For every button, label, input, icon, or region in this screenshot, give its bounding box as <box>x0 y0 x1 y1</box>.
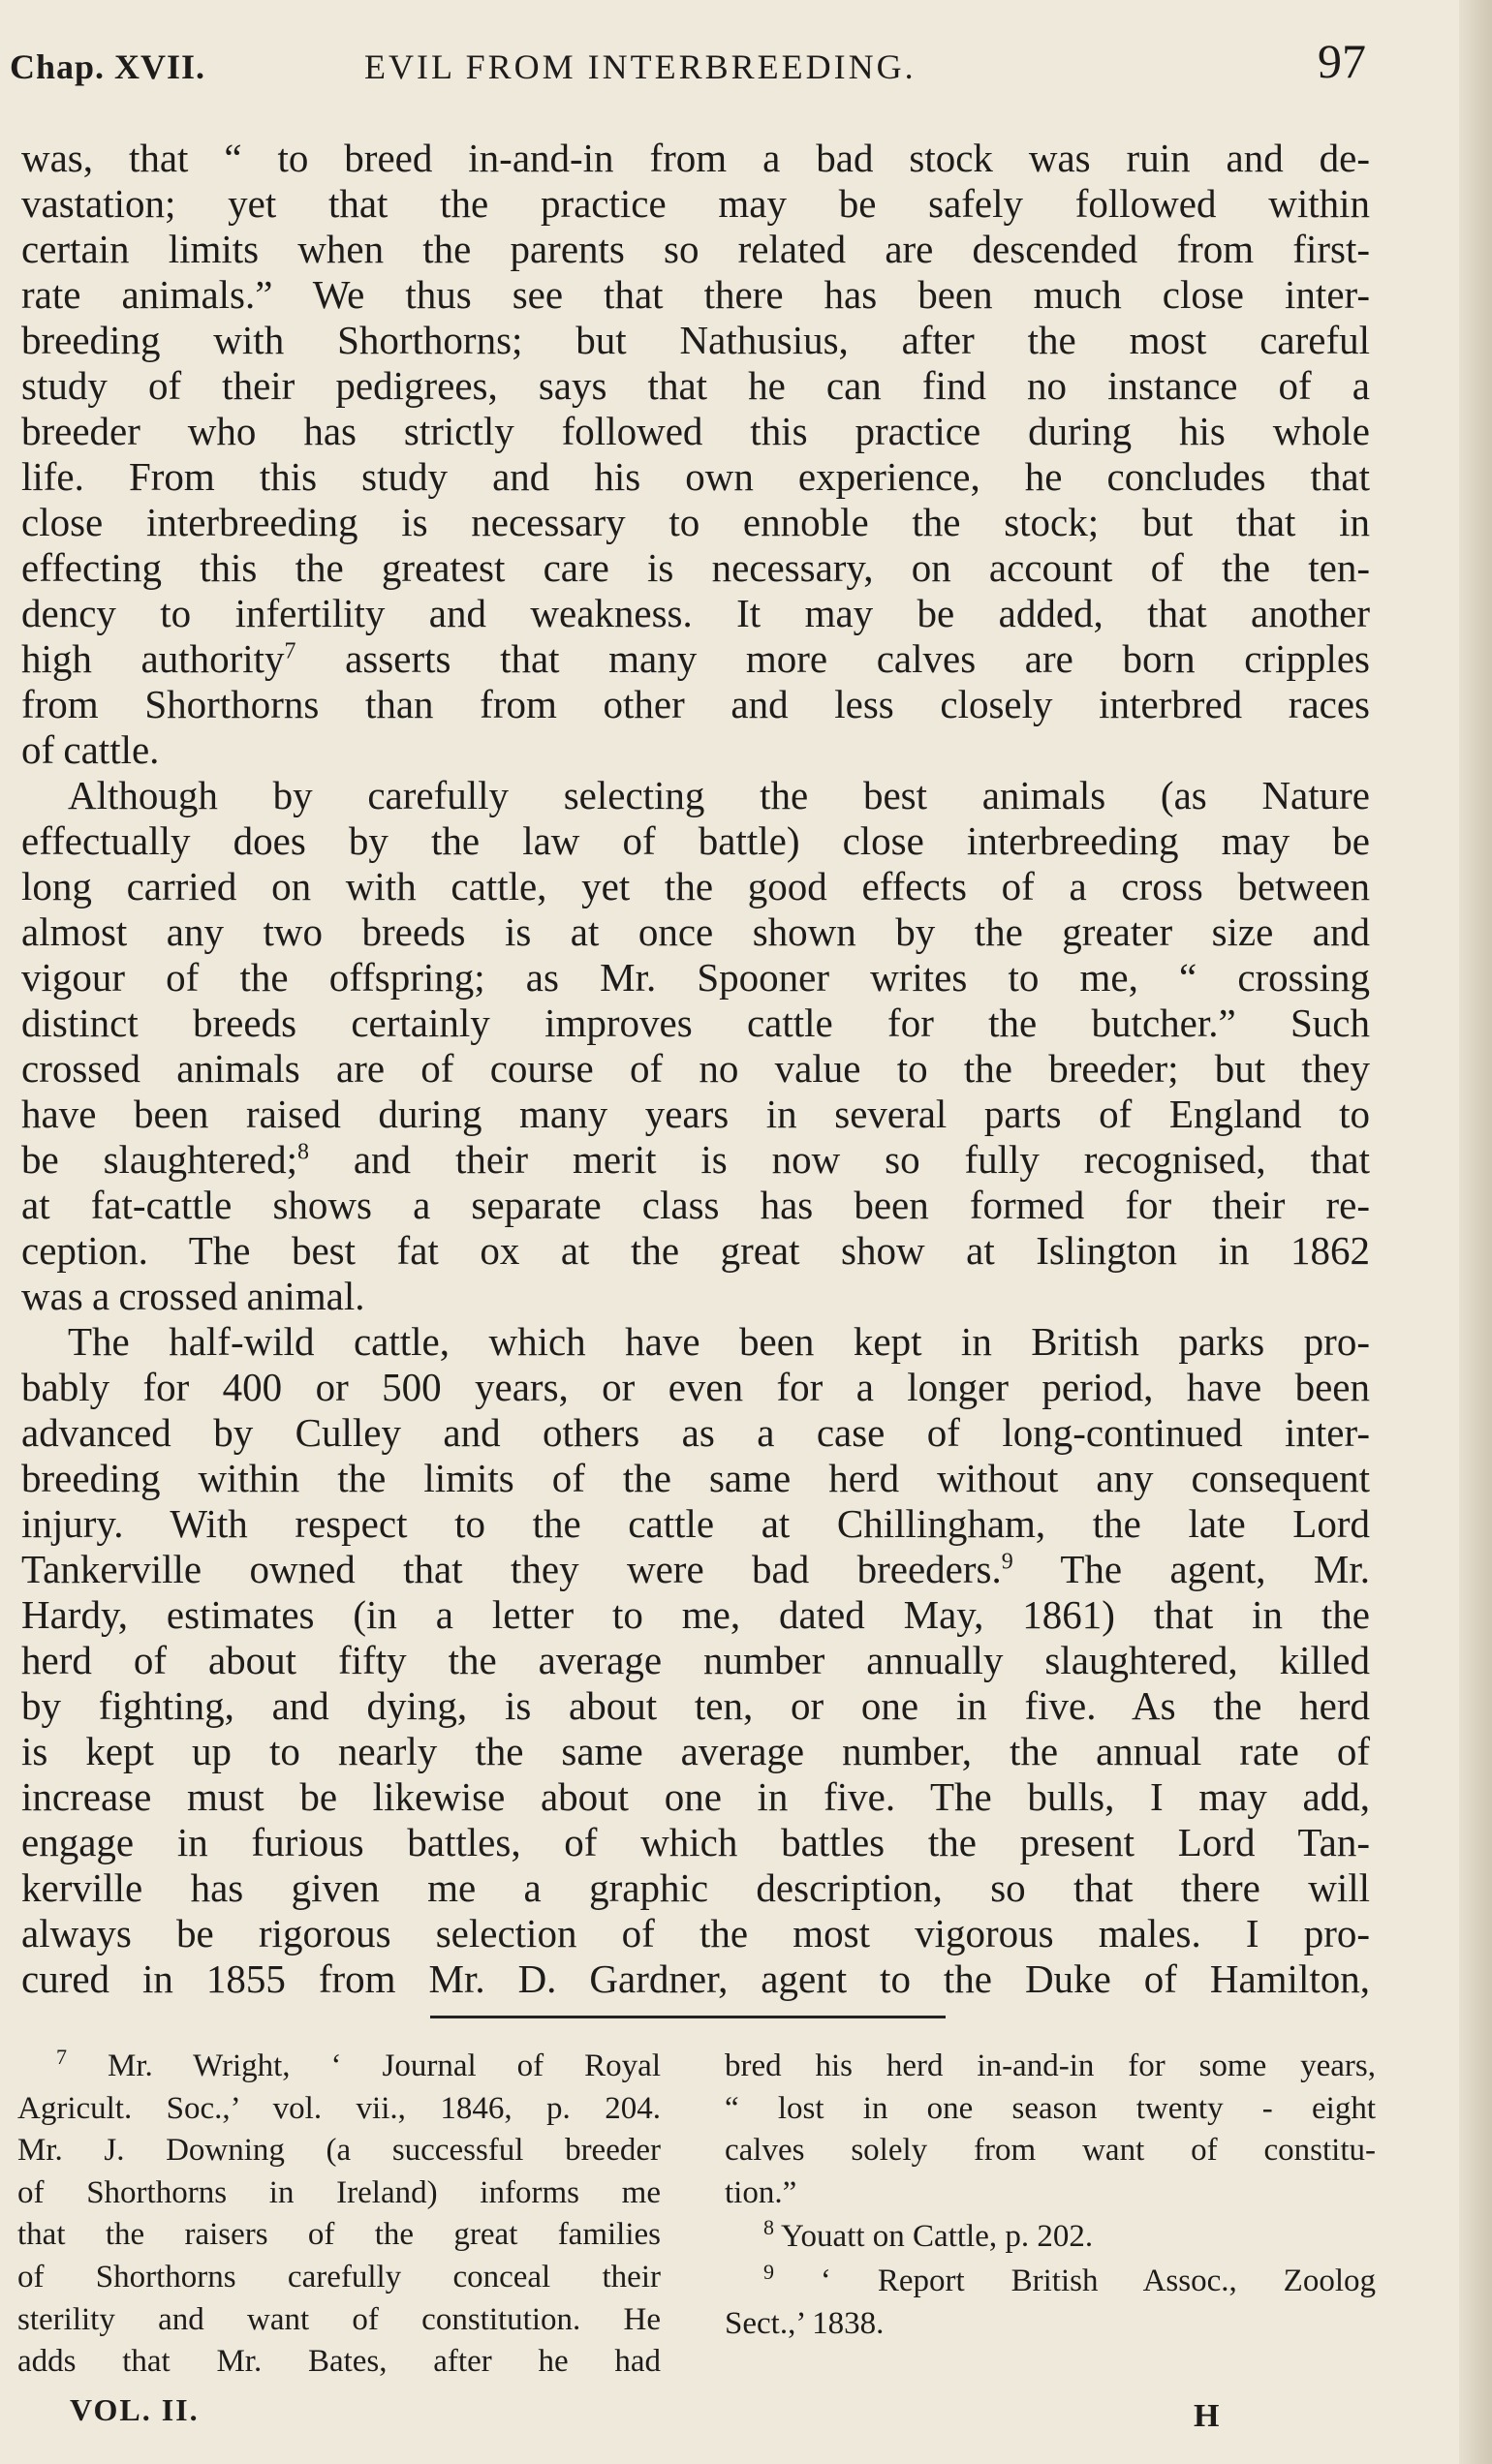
text-line: advanced by Culley and others as a case of long-continued inter- <box>21 1410 1370 1455</box>
text-line: cured in 1855 from Mr. D. Gardner, agent to the Duke of Hamilton, <box>21 1956 1370 2001</box>
footnote-7-line: calves solely from want of constitu- <box>725 2133 1376 2169</box>
text-line: Although by carefully selecting the best animals (as Nature <box>68 773 1370 817</box>
page-edge-shadow <box>1459 0 1492 2464</box>
footnote-7-line: sterility and want of constitution. He <box>17 2301 661 2337</box>
volume-label: VOL. II. <box>70 2392 200 2427</box>
text-line: distinct breeds certainly improves cattle for the butcher.” Such <box>21 1001 1370 1045</box>
text-segment: ‘ Report British Assoc., Zoolog <box>774 2263 1376 2298</box>
footnote-ref-8[interactable]: 8 <box>296 1139 309 1165</box>
text-line: certain limits when the parents so related are descended from first- <box>21 227 1370 271</box>
page-number: 97 <box>1318 34 1366 88</box>
text-line: herd of about fifty the average number annually slaughtered, killed <box>21 1638 1370 1682</box>
text-line: life. From this study and his own experience, he concludes that <box>21 454 1370 499</box>
footnote-7-line: bred his herd in-and-in for some years, <box>725 2048 1376 2083</box>
footnote-marker-9: 9 <box>763 2259 774 2284</box>
text-line: from Shorthorns than from other and less closely interbred races <box>21 682 1370 726</box>
footnote-7-line: that the raisers of the great families <box>17 2217 661 2253</box>
text-line: at fat-cattle shows a separate class has been formed for their re- <box>21 1183 1370 1227</box>
text-line: kerville has given me a graphic description, so that there will <box>21 1865 1370 1910</box>
text-line: bably for 400 or 500 years, or even for a longer period, have been <box>21 1365 1370 1409</box>
text-line: have been raised during many years in several parts of England to <box>21 1092 1370 1136</box>
footnote-9-line: Sect.,’ 1838. <box>725 2305 885 2341</box>
running-title: EVIL FROM INTERBREEDING. <box>364 47 917 86</box>
footnote-7-line: adds that Mr. Bates, after he had <box>17 2344 661 2380</box>
text-line: engage in furious battles, of which battles the present Lord Tan- <box>21 1820 1370 1864</box>
signature-mark: H <box>1194 2398 1220 2434</box>
footnote-7-line: tion.” <box>725 2174 797 2210</box>
footnote-9-line <box>725 2261 1376 2303</box>
text-line: was a crossed animal. <box>21 1274 365 1318</box>
text-line: study of their pedigrees, says that he can find no instance of a <box>21 363 1370 408</box>
footnote-7-line: “ lost in one season twenty - eight <box>725 2090 1376 2126</box>
text-line: is kept up to nearly the same average number, the annual rate of <box>21 1729 1370 1773</box>
footnote-8-line <box>725 2216 1376 2259</box>
text-line: of cattle. <box>21 727 160 772</box>
footnotes-left-column <box>17 2046 661 2384</box>
text-line: ception. The best fat ox at the great show at Islington in 1862 <box>21 1228 1370 1273</box>
footnote-7-line: Agricult. Soc.,’ vol. vii., 1846, p. 204. <box>17 2090 661 2126</box>
footnotes-right-column <box>725 2046 1376 2345</box>
text-line: close interbreeding is necessary to ennoble the stock; but that in <box>21 500 1370 544</box>
text-segment: high authority <box>21 636 285 681</box>
text-segment: be slaughtered; <box>21 1137 297 1182</box>
text-segment: Youatt on Cattle, p. 202. <box>774 2219 1094 2255</box>
footnote-ref-7[interactable]: 7 <box>284 638 296 664</box>
text-line: long carried on with cattle, yet the good effects of a cross between <box>21 864 1370 909</box>
text-segment: The agent, Mr. <box>1012 1547 1370 1591</box>
text-line: vigour of the offspring; as Mr. Spooner writes to me, “ crossing <box>21 955 1370 1000</box>
text-line: breeding with Shorthorns; but Nathusius, after the most careful <box>21 318 1370 362</box>
text-line: effectually does by the law of battle) close interbreeding may be <box>21 818 1370 863</box>
text-line: by fighting, and dying, is about ten, or one in five. As the herd <box>21 1683 1370 1728</box>
footnote-7-line: of Shorthorns carefully conceal their <box>17 2259 661 2295</box>
text-line: injury. With respect to the cattle at Chillingham, the late Lord <box>21 1501 1370 1546</box>
chapter-label: Chap. XVII. <box>10 47 206 86</box>
text-segment: and their merit is now so fully recognised, that <box>308 1137 1370 1182</box>
text-line: increase must be likewise about one in five. The bulls, I may add, <box>21 1774 1370 1819</box>
text-line: rate animals.” We thus see that there has been much close inter- <box>21 272 1370 317</box>
footnote-marker-8: 8 <box>763 2215 774 2240</box>
text-line <box>21 636 1370 682</box>
text-line: effecting this the greatest care is necessary, on account of the ten- <box>21 545 1370 590</box>
text-segment: Mr. Wright, ‘ Journal of Royal <box>67 2048 661 2083</box>
footnote-7-line: Mr. J. Downing (a successful breeder <box>17 2133 661 2169</box>
text-segment: Tankerville owned that they were bad breeders. <box>21 1547 1002 1591</box>
footnote-7-line: of Shorthorns in Ireland) informs me <box>17 2174 661 2210</box>
running-header <box>10 29 1366 97</box>
footnote-marker-7: 7 <box>56 2045 67 2069</box>
footnote-divider <box>430 2016 946 2018</box>
text-line: breeder who has strictly followed this practice during his whole <box>21 409 1370 453</box>
text-line: crossed animals are of course of no value to the breeder; but they <box>21 1046 1370 1091</box>
main-text <box>21 136 1370 2002</box>
text-line: always be rigorous selection of the most vigorous males. I pro- <box>21 1911 1370 1956</box>
text-line: was, that “ to breed in-and-in from a bad stock was ruin and de- <box>21 136 1370 180</box>
text-line: breeding within the limits of the same herd without any consequent <box>21 1456 1370 1500</box>
text-line <box>21 1137 1370 1183</box>
text-line: dency to infertility and weakness. It may be added, that another <box>21 591 1370 635</box>
text-segment: asserts that many more calves are born cripples <box>295 636 1370 681</box>
text-line: The half-wild cattle, which have been kept in British parks pro- <box>68 1319 1370 1364</box>
text-line: vastation; yet that the practice may be safely followed within <box>21 181 1370 226</box>
footnote-7-line <box>17 2046 661 2088</box>
text-line <box>21 1547 1370 1592</box>
footnote-ref-9[interactable]: 9 <box>1001 1549 1013 1575</box>
text-line: Hardy, estimates (in a letter to me, dated May, 1861) that in the <box>21 1592 1370 1637</box>
text-line: almost any two breeds is at once shown by the greater size and <box>21 909 1370 954</box>
